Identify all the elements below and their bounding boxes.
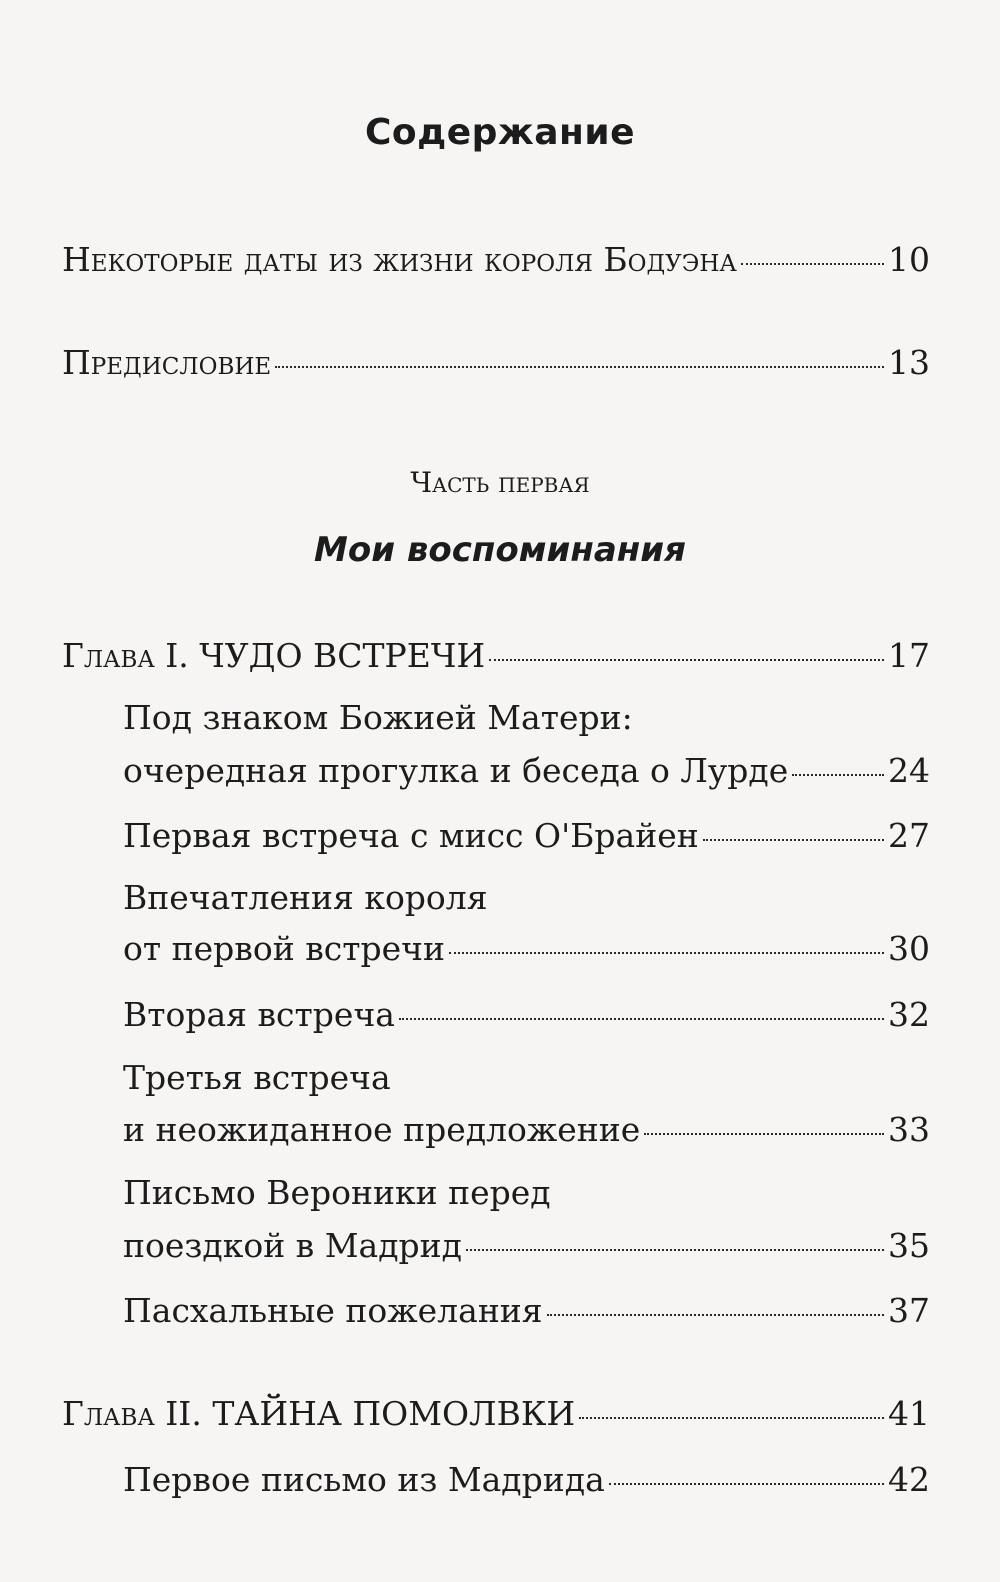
chapter-title: ЧУДО ВСТРЕЧИ — [199, 636, 486, 675]
page-title: Содержание — [364, 112, 636, 153]
toc-page-number: 41 — [888, 1394, 930, 1433]
toc-chapter-1 — [62, 628, 930, 684]
toc-page-number: 35 — [888, 1226, 930, 1265]
dot-leader — [489, 659, 884, 661]
section-title: Первое письмо из Мадрида — [123, 1460, 605, 1499]
chapter-prefix: Глава I. — [62, 636, 189, 675]
toc-section-1-4 — [123, 987, 930, 1043]
section-title-line1: Под знаком Божией Матери: — [123, 698, 633, 737]
section-title: Первая встреча с мисс О'Брайен — [123, 816, 699, 855]
section-title: Вторая встреча — [123, 995, 395, 1034]
section-title-line2: от первой встречи — [123, 929, 445, 968]
section-title-line1: Третья встреча — [123, 1058, 391, 1097]
part-title: Мои воспоминания — [314, 530, 686, 570]
toc-page-number: 13 — [888, 343, 930, 382]
section-title-line2-row — [123, 743, 930, 799]
toc-chapter-2 — [62, 1386, 930, 1442]
toc-page-number: 32 — [888, 995, 930, 1034]
dot-leader — [449, 952, 884, 954]
chapter-heading — [62, 1386, 575, 1442]
part-label: Часть первая — [410, 466, 590, 499]
dot-leader — [579, 1417, 884, 1419]
toc-entry-text: Предисловие — [62, 343, 272, 382]
toc-page-number: 27 — [888, 816, 930, 855]
section-title-line2-row — [123, 921, 930, 977]
toc-page-number: 37 — [888, 1291, 930, 1330]
dot-leader — [275, 366, 884, 368]
section-title-line2: и неожиданное предложение — [123, 1110, 641, 1149]
toc-page-number: 10 — [888, 240, 930, 279]
toc-page-number: 24 — [888, 751, 930, 790]
chapter-prefix: Глава II. — [62, 1394, 202, 1433]
toc-page-number: 17 — [888, 636, 930, 675]
chapter-heading — [62, 628, 485, 684]
dot-leader — [547, 1314, 884, 1316]
dot-leader — [792, 774, 884, 776]
toc-section-1-2 — [123, 808, 930, 864]
section-title-line2: поездкой в Мадрид — [123, 1226, 462, 1265]
dot-leader — [609, 1483, 884, 1485]
dot-leader — [703, 839, 884, 841]
section-title: Пасхальные пожелания — [123, 1291, 543, 1330]
toc-page-number: 30 — [888, 929, 930, 968]
dot-leader — [741, 263, 884, 265]
toc-entry-text: Некоторые даты из жизни короля Бодуэна — [62, 240, 737, 279]
dot-leader — [644, 1133, 884, 1135]
section-title-line2-row — [123, 1102, 930, 1158]
chapter-title: ТАЙНА ПОМОЛВКИ — [212, 1394, 576, 1433]
dot-leader — [399, 1018, 884, 1020]
toc-page-number: 42 — [888, 1460, 930, 1499]
toc-entry-dates — [62, 232, 930, 288]
section-title-line2-row — [123, 1218, 930, 1274]
toc-section-2-1 — [123, 1452, 930, 1508]
toc-section-1-7 — [123, 1283, 930, 1339]
toc-page-number: 33 — [888, 1110, 930, 1149]
section-title-line1: Письмо Вероники перед — [123, 1173, 551, 1212]
section-title-line1: Впечатления короля — [123, 878, 488, 917]
toc-entry-preface — [62, 335, 930, 391]
section-title-line2: очередная прогулка и беседа о Лурде — [123, 751, 789, 790]
dot-leader — [466, 1249, 884, 1251]
